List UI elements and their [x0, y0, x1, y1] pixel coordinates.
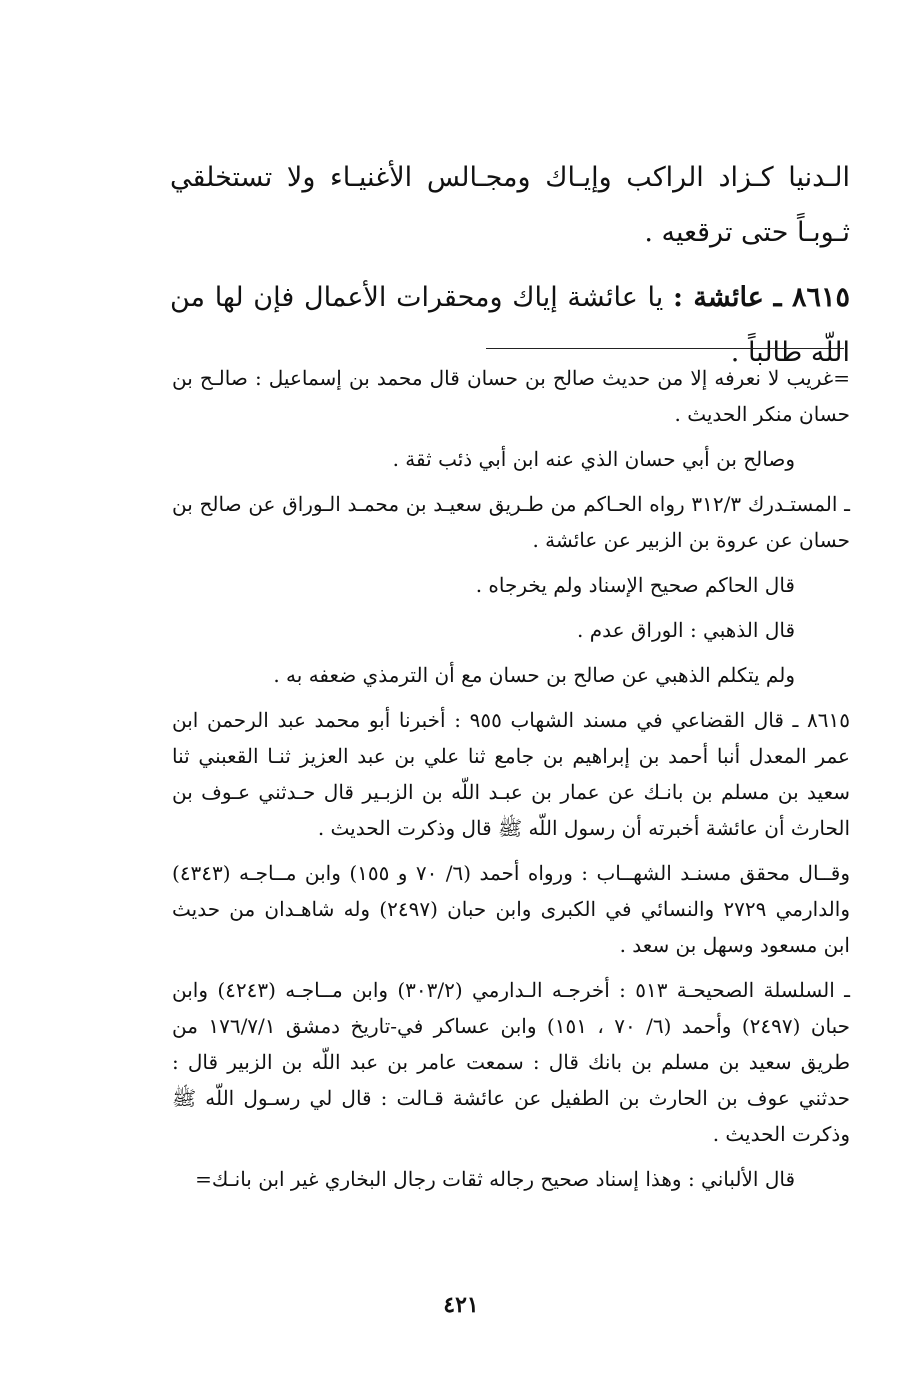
footnote-paragraph: وصالح بن أبي حسان الذي عنه ابن أبي ذئب ثقة .: [392, 447, 795, 471]
footnote-paragraph: =غريب لا نعرفه إلا من حديث صالح بن حسان قال محمد بن إسماعيل : صالـح بن حسان منكر الحديث .: [172, 366, 851, 426]
entry-text: يا عائشة إياك ومحقرات الأعمال فإن لها من اللّه طالباً .: [170, 282, 850, 368]
footnote-paragraph: ولم يتكلم الذهبي عن صالح بن حسان مع أن الترمذي ضعفه به .: [273, 663, 795, 687]
footnote-paragraph: ـ المستـدرك ٣١٢/٣ رواه الحـاكم من طـريق سعيـد بن محمـد الـوراق عن صالح بن حسان عن عروة بن الزبير عن عائشة .: [172, 492, 850, 552]
footnote-paragraph: وقــال محقق مسنـد الشهــاب : ورواه أحمد (٦/ ٧٠ و ١٥٥) وابن مــاجـه (٤٣٤٣) والدارمي ٢٧٢٩ والنسائي في الكبرى وابن حبان (٢٤٩٧) وله شاهـدان من حديث ابن مسعود وسهل بن سعد .: [172, 861, 850, 957]
entry-narrator: عائشة :: [672, 282, 764, 313]
text-line-continued: الـدنيا كـزاد الراكب وإيـاك ومجـالس الأغنيـاء ولا تستخلقي ثـوبـاً حتى ترقعيه .: [170, 162, 850, 248]
footnote-paragraph: ـ السلسلة الصحيحـة ٥١٣ : أخرجـه الـدارمي (٣٠٣/٢) وابن مــاجـه (٤٢٤٣) وابن حبان (٢٤٩٧) وأحمد (٦/ ٧٠ ، ١٥١) وابن عساكر في-تاريخ دمشق ١٧٦/٧/١ من طريق سعيد بن مسلم بن بانك قال : سمعت عامر بن عبد اللّه بن الزبير قال : حدثني عوف بن الحارث بن الطفيل عن عائشة قـالت : قال لي رسـول اللّه ﷺ وذكرت الحديث .: [172, 978, 851, 1146]
footnotes: [172, 360, 850, 1206]
footnote-paragraph: قال الحاكم صحيح الإسناد ولم يخرجاه .: [475, 573, 795, 597]
footnote-paragraph: ٨٦١٥ ـ قال القضاعي في مسند الشهاب ٩٥٥ : أخبرنا أبو محمد عبد الرحمن ابن عمر المعدل أنبا أحمد بن إبراهيم بن جامع ثنا علي بن عبد العزيز ثنـا القعبني ثنا سعيد بن مسلم بن بانـك عن عمار بن عبـد اللّه بن الزبـير قال حـدثني عـوف بن الحارث أن عائشة أخبرته أن رسول اللّه ﷺ قال وذكرت الحديث .: [172, 708, 851, 840]
entry-number: ٨٦١٥ ـ: [773, 282, 851, 313]
page-number: ٤٢١: [443, 1292, 479, 1318]
footnote-paragraph: قال الذهبي : الوراق عدم .: [577, 618, 795, 642]
footnote-divider: [486, 348, 844, 349]
main-text: [170, 150, 850, 390]
footnote-paragraph: قال الألباني : وهذا إسناد صحيح رجاله ثقات رجال البخاري غير ابن بانـك=: [195, 1167, 795, 1191]
